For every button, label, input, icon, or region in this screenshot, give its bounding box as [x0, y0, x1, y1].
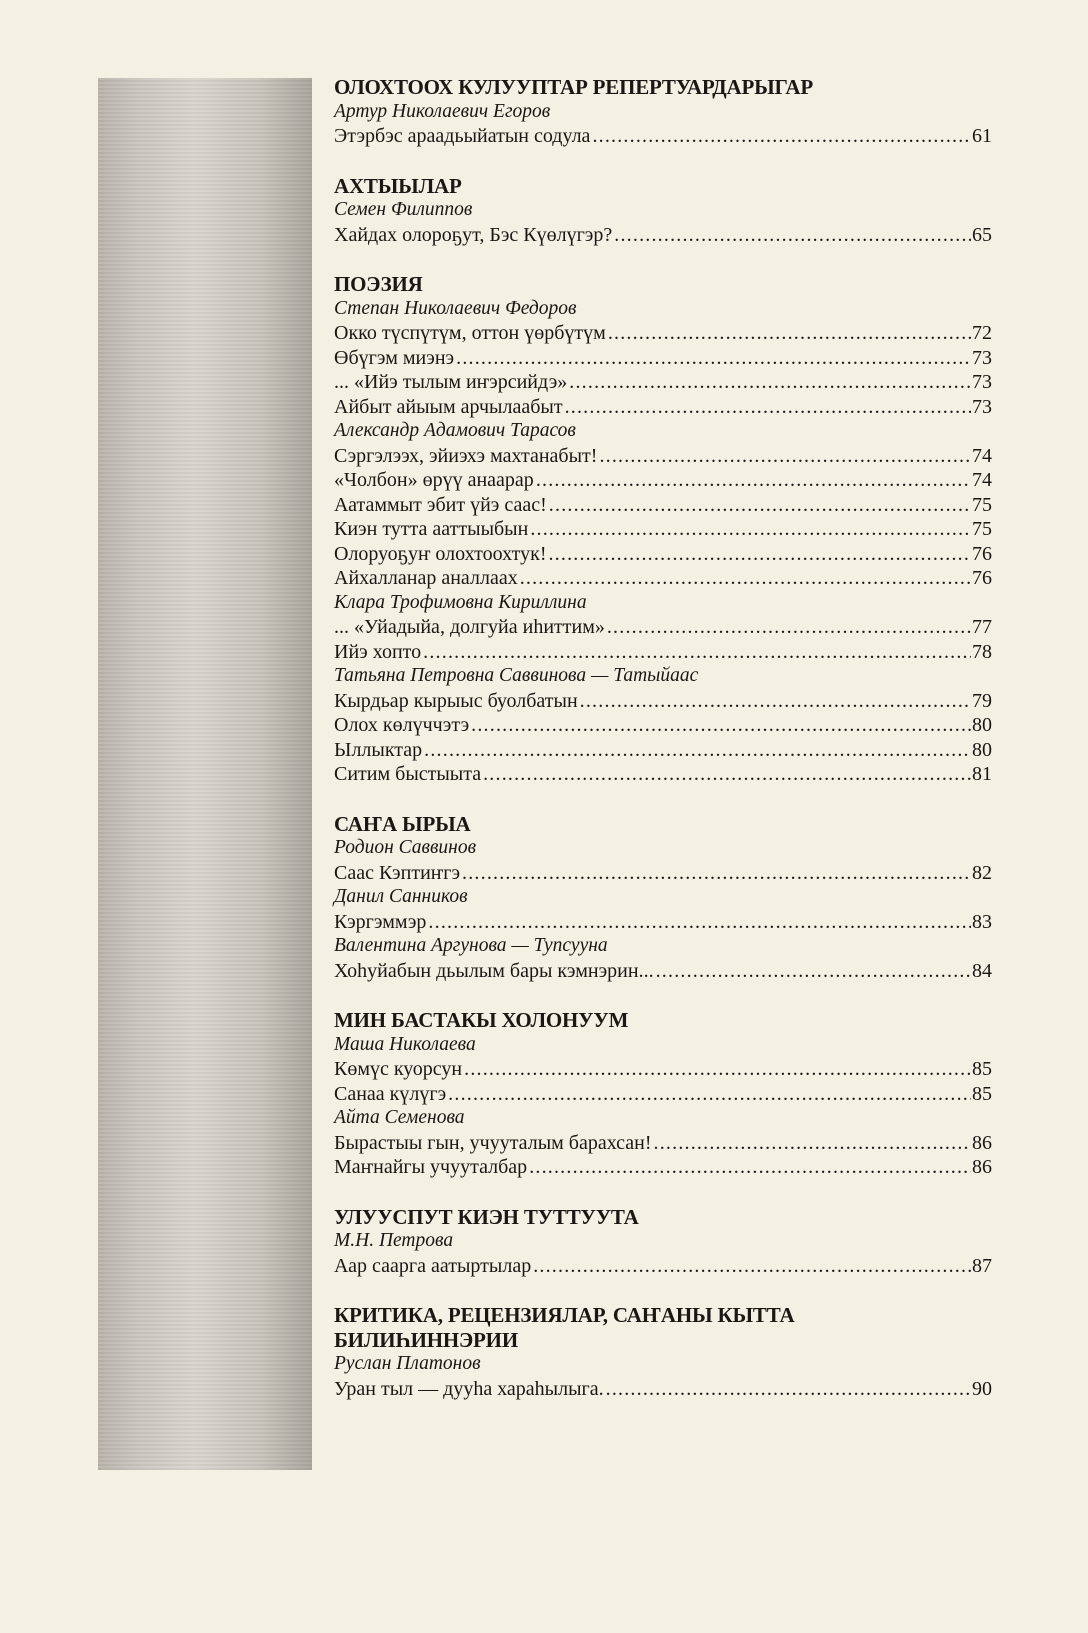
- entry-title: Аатаммыт эбит үйэ саас!: [334, 493, 547, 516]
- section-heading: САҤА ЫРЫА: [334, 811, 471, 836]
- page-number: 74: [972, 469, 992, 491]
- author-name: Клара Трофимовна Кириллина: [334, 591, 587, 613]
- page-number: 80: [972, 714, 992, 736]
- entry-title: Көмүс куорсун: [334, 1058, 463, 1080]
- toc-entry[interactable]: [334, 861, 992, 886]
- author-name: Татьяна Петровна Саввинова — Татыйаас: [334, 665, 699, 686]
- entry-title: Сэргэлээх, эйиэхэ махтанабыт!: [334, 444, 598, 467]
- dot-leader: [483, 762, 971, 787]
- entry-title: Кэргэммэр: [334, 910, 427, 933]
- dot-leader: [464, 1057, 971, 1082]
- dot-leader: [529, 1155, 971, 1180]
- section-heading: КРИТИКА, РЕЦЕНЗИЯЛАР, САҤАНЫ КЫТТА: [334, 1303, 795, 1327]
- dot-leader: [448, 1082, 971, 1107]
- page-number: 75: [972, 493, 992, 516]
- toc-entry[interactable]: [334, 689, 992, 714]
- entry-title: Санаа күлүгэ: [334, 1082, 447, 1105]
- dot-leader: [606, 1377, 971, 1402]
- dot-leader: [533, 1254, 971, 1279]
- toc-entry[interactable]: [334, 713, 992, 738]
- dot-leader: [548, 542, 971, 567]
- toc-entry[interactable]: [334, 615, 992, 640]
- page-number: 65: [972, 223, 992, 246]
- dot-leader: [580, 689, 971, 714]
- toc-entry[interactable]: [334, 959, 992, 984]
- page-number: 75: [972, 518, 992, 540]
- toc-entry[interactable]: [334, 468, 992, 493]
- toc-section: [334, 1205, 992, 1279]
- entry-title: Айхалланар аналлаах: [334, 567, 518, 589]
- section-heading: БИЛИҺИННЭРИИ: [334, 1327, 518, 1352]
- dot-leader: [423, 640, 971, 665]
- toc-section: [334, 812, 992, 984]
- dot-leader: [654, 1131, 971, 1156]
- page-number: 90: [972, 1377, 992, 1400]
- section-heading: ПОЭЗИЯ: [334, 272, 423, 296]
- author-name: Александр Адамович Тарасов: [334, 420, 576, 441]
- toc-entry[interactable]: [334, 1057, 992, 1082]
- page-number: 73: [972, 371, 992, 393]
- dot-leader: [424, 738, 971, 763]
- dot-leader: [592, 124, 971, 149]
- toc-section: [334, 272, 992, 787]
- entry-title: Окко түспүтүм, оттон үөрбүтүм: [334, 322, 606, 344]
- toc-entry[interactable]: [334, 762, 992, 787]
- toc-section: [334, 75, 992, 149]
- author-name: Маша Николаева: [334, 1033, 476, 1055]
- entry-title: ... «Ийэ тылым иҥэрсийдэ»: [334, 371, 568, 393]
- author-name: Данил Санников: [334, 886, 468, 907]
- page-number: 86: [972, 1131, 992, 1154]
- page-number: 77: [972, 616, 992, 638]
- author-name: Семен Филиппов: [334, 199, 473, 220]
- author-name: Родион Саввинов: [334, 837, 477, 858]
- dot-leader: [536, 468, 971, 493]
- entry-title: Кырдьар кырыыс буолбатын: [334, 689, 578, 712]
- entry-title: «Чолбон» өрүү анаарар: [334, 469, 534, 491]
- entry-title: Этэрбэс араадьыйатын содула: [334, 125, 591, 147]
- page-number: 86: [972, 1156, 992, 1178]
- page-number: 73: [972, 346, 992, 369]
- toc-entry[interactable]: [334, 910, 992, 935]
- entry-title: Олох көлүччэтэ: [334, 714, 470, 736]
- page-number: 72: [972, 322, 992, 344]
- section-heading: УЛУУСПУТ КИЭН ТУТТУУТА: [334, 1204, 639, 1229]
- toc-section: [334, 1303, 992, 1401]
- entry-title: Бырастыы гын, учууталым барахсан!: [334, 1131, 652, 1154]
- dot-leader: [614, 223, 971, 248]
- toc-entry[interactable]: [334, 1082, 992, 1107]
- toc-entry[interactable]: [334, 346, 992, 371]
- toc-entry[interactable]: [334, 542, 992, 567]
- dot-leader: [428, 910, 971, 935]
- author-name: Валентина Аргунова — Тупсууна: [334, 935, 608, 956]
- page-number: 85: [972, 1058, 992, 1080]
- toc-entry[interactable]: [334, 321, 992, 346]
- toc-entry[interactable]: [334, 1254, 992, 1279]
- page-number: 74: [972, 444, 992, 467]
- toc-entry[interactable]: [334, 566, 992, 591]
- page-number: 82: [972, 861, 992, 884]
- page-number: 83: [972, 910, 992, 933]
- toc-entry[interactable]: [334, 124, 992, 149]
- table-of-contents: [334, 75, 992, 1426]
- entry-title: Хоһуйабын дьылым бары кэмнэрин...: [334, 959, 654, 982]
- toc-entry[interactable]: [334, 1131, 992, 1156]
- entry-title: Өбүгэм миэнэ: [334, 346, 455, 369]
- author-name: Руслан Платонов: [334, 1353, 481, 1374]
- entry-title: Ыллыктар: [334, 738, 423, 761]
- entry-title: Ситим быстыыта: [334, 763, 482, 785]
- toc-entry[interactable]: [334, 738, 992, 763]
- entry-title: Хайдах олороҕут, Бэс Күөлүгэр?: [334, 223, 613, 246]
- entry-title: Аар саарга аатыртылар: [334, 1254, 532, 1277]
- entry-title: Уран тыл — дууһа хараһылыга.: [334, 1377, 604, 1400]
- dot-leader: [608, 321, 971, 346]
- page-number: 84: [972, 959, 992, 982]
- toc-section: [334, 174, 992, 248]
- author-name: Айта Семенова: [334, 1107, 465, 1128]
- scan-shadow-band: [98, 78, 312, 1470]
- page-number: 76: [972, 567, 992, 589]
- page-number: 76: [972, 542, 992, 565]
- page-number: 81: [972, 763, 992, 785]
- section-heading: МИН БАСТАКЫ ХОЛОНУУМ: [334, 1008, 629, 1032]
- toc-section: [334, 1008, 992, 1180]
- entry-title: Саас Кэптиҥгэ: [334, 861, 461, 884]
- dot-leader: [607, 615, 971, 640]
- entry-title: Олоруоҕуҥ олохтоохтук!: [334, 542, 547, 565]
- page-number: 78: [972, 640, 992, 663]
- section-heading: АХТЫЫЛАР: [334, 173, 462, 198]
- toc-entry[interactable]: [334, 223, 992, 248]
- toc-entry[interactable]: [334, 1155, 992, 1180]
- page-number: 79: [972, 689, 992, 712]
- author-name: М.Н. Петрова: [334, 1230, 454, 1251]
- entry-title: Ийэ хопто: [334, 640, 422, 663]
- dot-leader: [520, 566, 971, 591]
- author-name: Степан Николаевич Федоров: [334, 297, 577, 319]
- dot-leader: [456, 346, 971, 371]
- page-number: 61: [972, 125, 992, 147]
- page-number: 80: [972, 738, 992, 761]
- dot-leader: [462, 861, 971, 886]
- toc-entry[interactable]: [334, 493, 992, 518]
- toc-entry[interactable]: [334, 640, 992, 665]
- dot-leader: [599, 444, 971, 469]
- entry-title: ... «Уйадыйа, долгуйа иһиттим»: [334, 616, 605, 638]
- toc-entry[interactable]: [334, 444, 992, 469]
- toc-entry[interactable]: [334, 370, 992, 395]
- toc-entry[interactable]: [334, 395, 992, 420]
- dot-leader: [656, 959, 971, 984]
- toc-entry[interactable]: [334, 517, 992, 542]
- section-heading: ОЛОХТООХ КУЛУУПТАР РЕПЕРТУАРДАРЫГАР: [334, 75, 813, 99]
- dot-leader: [471, 713, 971, 738]
- entry-title: Айбыт айыым арчылаабыт: [334, 395, 563, 418]
- dot-leader: [569, 370, 971, 395]
- page-number: 87: [972, 1254, 992, 1277]
- entry-title: Маҥнайгы учууталбар: [334, 1156, 528, 1178]
- author-name: Артур Николаевич Егоров: [334, 100, 551, 122]
- dot-leader: [565, 395, 971, 420]
- page-number: 85: [972, 1082, 992, 1105]
- dot-leader: [549, 493, 971, 518]
- page-number: 73: [972, 395, 992, 418]
- entry-title: Киэн тутта ааттыыбын: [334, 518, 529, 540]
- dot-leader: [530, 517, 971, 542]
- toc-entry[interactable]: [334, 1377, 992, 1402]
